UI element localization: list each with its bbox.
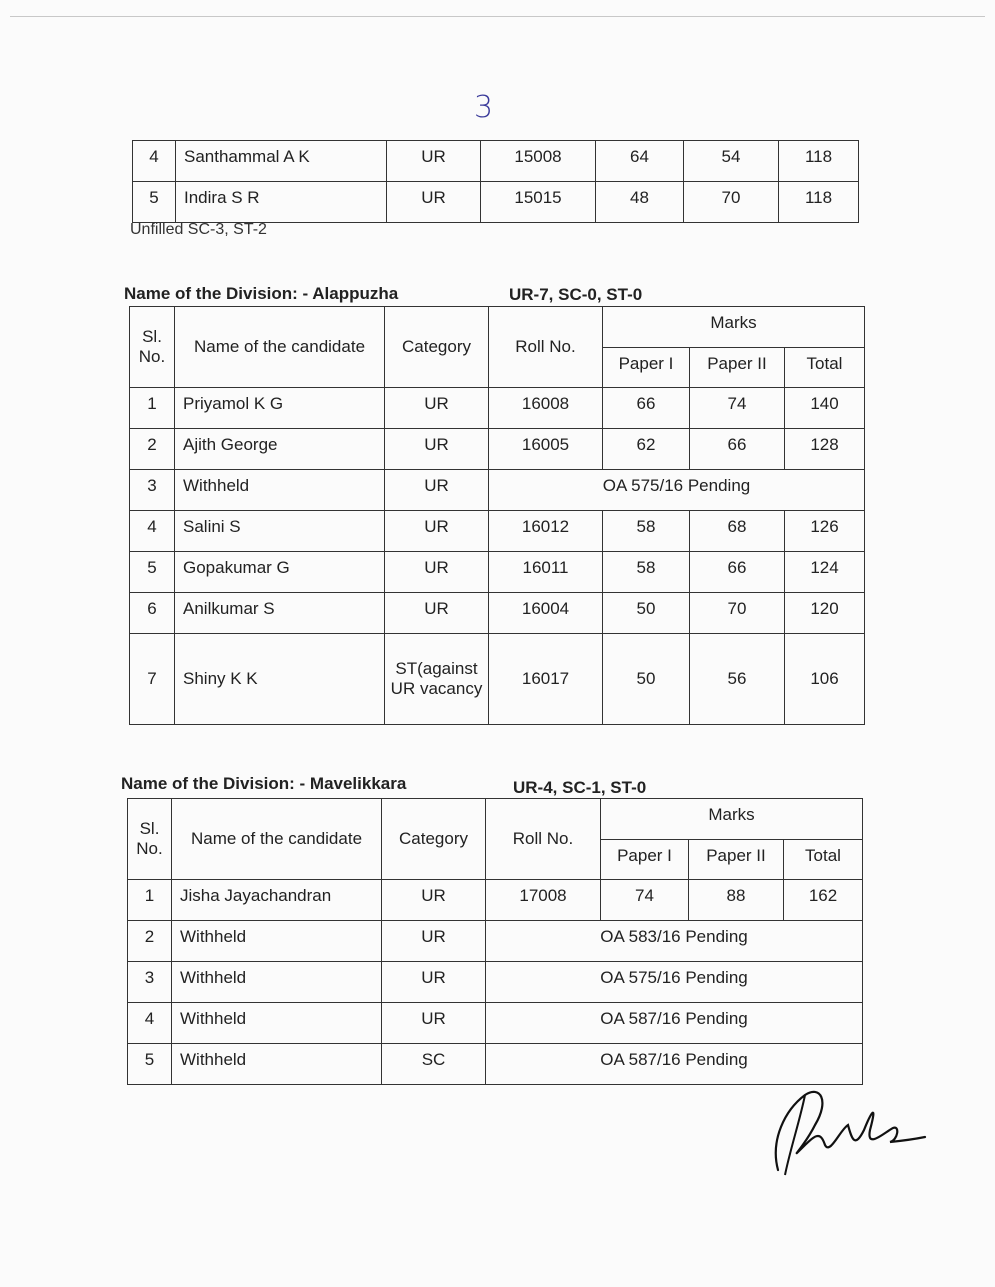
header-total: Total — [784, 840, 863, 880]
candidate-name-cell: Ajith George — [175, 429, 385, 470]
sl-no-cell: 3 — [130, 470, 175, 511]
status-cell: OA 575/16 Pending — [489, 470, 865, 511]
header-marks: Marks — [601, 799, 863, 840]
header-total: Total — [785, 348, 865, 388]
category-cell: ST(against UR vacancy — [385, 634, 489, 725]
sl-no-cell: 5 — [128, 1044, 172, 1085]
table-row — [130, 511, 865, 552]
roll-no-cell: 16011 — [489, 552, 603, 593]
category-cell: UR — [385, 511, 489, 552]
paper2-cell: 74 — [690, 388, 785, 429]
total-cell: 126 — [785, 511, 865, 552]
header-paper2: Paper II — [689, 840, 784, 880]
table-row — [130, 593, 865, 634]
sl-no-cell: 4 — [133, 141, 176, 182]
total-cell: 128 — [785, 429, 865, 470]
candidate-name-cell: Withheld — [172, 962, 382, 1003]
table-row — [130, 552, 865, 593]
header-paper1: Paper I — [601, 840, 689, 880]
roll-no-cell: 16005 — [489, 429, 603, 470]
candidate-name-cell: Withheld — [172, 921, 382, 962]
header-roll-no: Roll No. — [486, 799, 601, 880]
category-cell: UR — [387, 141, 481, 182]
table-row — [130, 634, 865, 725]
paper2-cell: 56 — [690, 634, 785, 725]
category-cell: UR — [382, 921, 486, 962]
category-cell: UR — [387, 182, 481, 223]
total-cell: 118 — [779, 182, 859, 223]
header-sl-no: Sl. No. — [130, 307, 175, 388]
sl-no-cell: 4 — [130, 511, 175, 552]
candidate-name-cell: Salini S — [175, 511, 385, 552]
header-category: Category — [385, 307, 489, 388]
candidate-name-cell: Gopakumar G — [175, 552, 385, 593]
category-cell: UR — [385, 552, 489, 593]
header-marks: Marks — [603, 307, 865, 348]
header-roll-no: Roll No. — [489, 307, 603, 388]
roll-no-cell: 16008 — [489, 388, 603, 429]
alappuzha-table — [129, 306, 865, 725]
table-row — [130, 470, 865, 511]
paper1-cell: 50 — [603, 634, 690, 725]
total-cell: 106 — [785, 634, 865, 725]
category-cell: UR — [385, 470, 489, 511]
paper1-cell: 64 — [596, 141, 684, 182]
roll-no-cell: 16004 — [489, 593, 603, 634]
continued-table — [132, 140, 859, 223]
header-name: Name of the candidate — [175, 307, 385, 388]
page-number: 3 — [474, 90, 494, 125]
sl-no-cell: 4 — [128, 1003, 172, 1044]
header-row — [130, 307, 865, 348]
status-cell: OA 575/16 Pending — [486, 962, 863, 1003]
candidate-name-cell: Priyamol K G — [175, 388, 385, 429]
sl-no-cell: 2 — [130, 429, 175, 470]
category-cell: UR — [382, 962, 486, 1003]
signature — [760, 1070, 930, 1185]
total-cell: 162 — [784, 880, 863, 921]
scan-edge-line — [10, 16, 985, 17]
paper1-cell: 62 — [603, 429, 690, 470]
paper2-cell: 70 — [690, 593, 785, 634]
category-cell: UR — [382, 1003, 486, 1044]
total-cell: 124 — [785, 552, 865, 593]
table-row — [133, 141, 859, 182]
table-row — [130, 388, 865, 429]
paper2-cell: 66 — [690, 429, 785, 470]
paper1-cell: 74 — [601, 880, 689, 921]
category-cell: SC — [382, 1044, 486, 1085]
division-heading-alappuzha: Name of the Division: - Alappuzha — [124, 284, 399, 303]
candidate-name-cell: Anilkumar S — [175, 593, 385, 634]
roll-no-cell: 16012 — [489, 511, 603, 552]
header-name: Name of the candidate — [172, 799, 382, 880]
table-row — [133, 182, 859, 223]
table-row — [128, 880, 863, 921]
header-paper2: Paper II — [690, 348, 785, 388]
table-row — [128, 921, 863, 962]
candidate-name-cell: Santhammal A K — [176, 141, 387, 182]
paper1-cell: 58 — [603, 552, 690, 593]
roll-no-cell: 15008 — [481, 141, 596, 182]
paper2-cell: 68 — [690, 511, 785, 552]
sl-no-cell: 5 — [130, 552, 175, 593]
paper1-cell: 48 — [596, 182, 684, 223]
table-row — [130, 429, 865, 470]
paper2-cell: 66 — [690, 552, 785, 593]
total-cell: 118 — [779, 141, 859, 182]
total-cell: 140 — [785, 388, 865, 429]
division-quota-mavelikkara: UR-4, SC-1, ST-0 — [513, 778, 647, 797]
table-row — [128, 1003, 863, 1044]
sl-no-cell: 2 — [128, 921, 172, 962]
sl-no-cell: 6 — [130, 593, 175, 634]
paper1-cell: 50 — [603, 593, 690, 634]
status-cell: OA 583/16 Pending — [486, 921, 863, 962]
sl-no-cell: 5 — [133, 182, 176, 223]
header-category: Category — [382, 799, 486, 880]
roll-no-cell: 17008 — [486, 880, 601, 921]
paper1-cell: 58 — [603, 511, 690, 552]
table-row — [128, 1044, 863, 1085]
header-paper1: Paper I — [603, 348, 690, 388]
sl-no-cell: 7 — [130, 634, 175, 725]
status-cell: OA 587/16 Pending — [486, 1044, 863, 1085]
category-cell: UR — [382, 880, 486, 921]
total-cell: 120 — [785, 593, 865, 634]
header-row — [128, 799, 863, 840]
roll-no-cell: 15015 — [481, 182, 596, 223]
candidate-name-cell: Withheld — [175, 470, 385, 511]
unfilled-note: Unfilled SC-3, ST-2 — [130, 221, 267, 238]
paper1-cell: 66 — [603, 388, 690, 429]
category-cell: UR — [385, 593, 489, 634]
candidate-name-cell: Withheld — [172, 1044, 382, 1085]
candidate-name-cell: Withheld — [172, 1003, 382, 1044]
header-sl-no: Sl. No. — [128, 799, 172, 880]
candidate-name-cell: Jisha Jayachandran — [172, 880, 382, 921]
sl-no-cell: 1 — [130, 388, 175, 429]
candidate-name-cell: Indira S R — [176, 182, 387, 223]
sl-no-cell: 3 — [128, 962, 172, 1003]
sl-no-cell: 1 — [128, 880, 172, 921]
category-cell: UR — [385, 388, 489, 429]
division-quota-alappuzha: UR-7, SC-0, ST-0 — [509, 285, 643, 304]
category-cell: UR — [385, 429, 489, 470]
paper2-cell: 54 — [684, 141, 779, 182]
division-heading-mavelikkara: Name of the Division: - Mavelikkara — [121, 774, 407, 793]
paper2-cell: 70 — [684, 182, 779, 223]
status-cell: OA 587/16 Pending — [486, 1003, 863, 1044]
candidate-name-cell: Shiny K K — [175, 634, 385, 725]
paper2-cell: 88 — [689, 880, 784, 921]
mavelikkara-table — [127, 798, 863, 1085]
table-row — [128, 962, 863, 1003]
roll-no-cell: 16017 — [489, 634, 603, 725]
